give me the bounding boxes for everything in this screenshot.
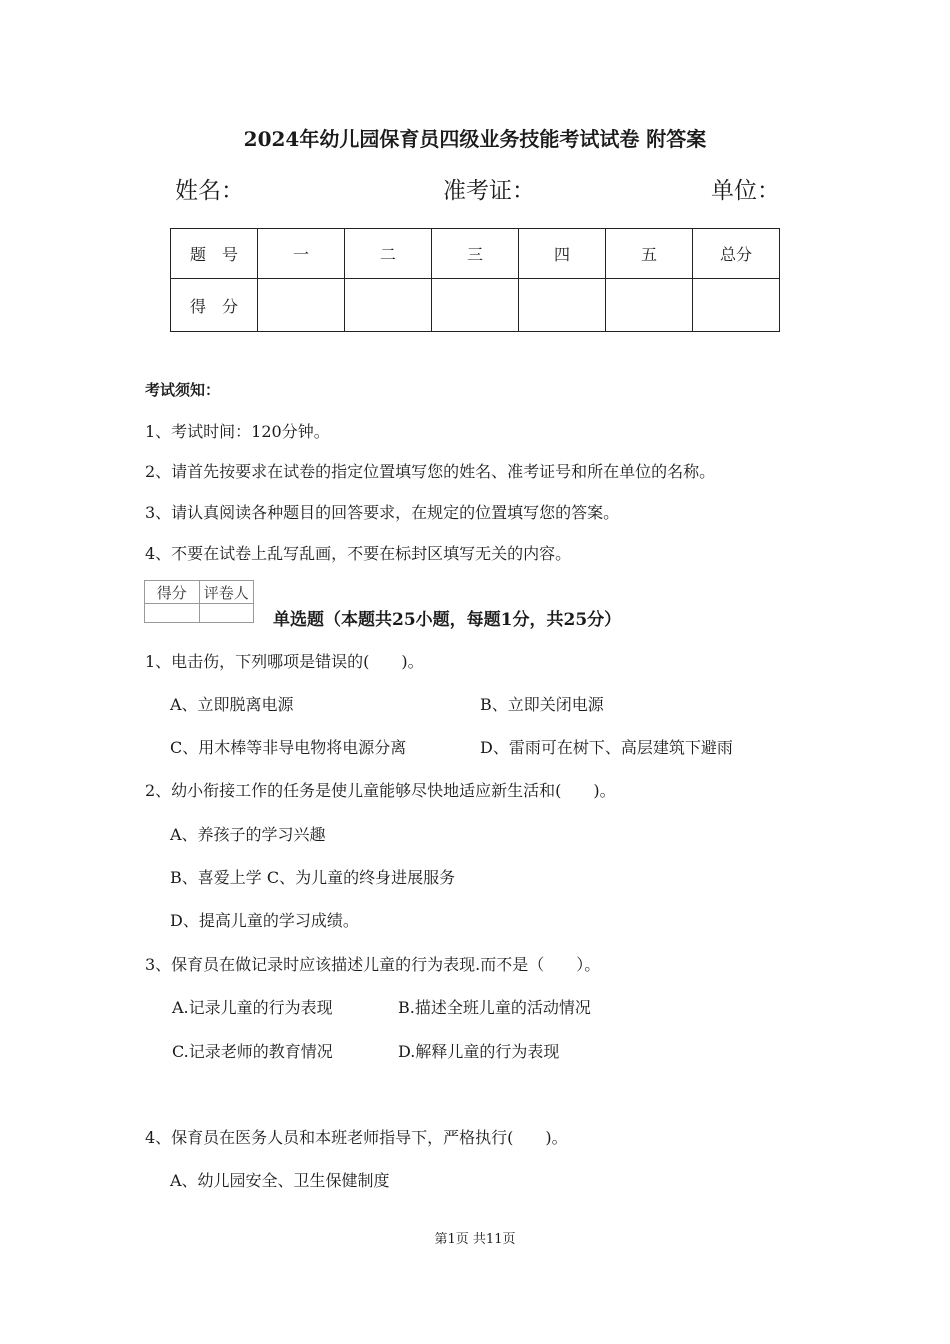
score-table xyxy=(170,228,780,332)
name-field-label: 姓名： xyxy=(175,178,244,204)
score-cell xyxy=(345,279,432,332)
score-table-score-row xyxy=(171,279,780,332)
score-cell xyxy=(693,279,780,332)
question-option: A、幼儿园安全、卫生保健制度 xyxy=(170,1171,390,1190)
score-table-header-cell: 四 xyxy=(519,229,606,279)
score-table-header-cell: 二 xyxy=(345,229,432,279)
score-cell xyxy=(258,279,345,332)
question-option: A.记录儿童的行为表现 xyxy=(172,998,333,1017)
page-footer: 第1页 共11页 xyxy=(434,1232,516,1247)
score-cell xyxy=(432,279,519,332)
question-option: B、立即关闭电源 xyxy=(480,695,604,714)
question-option: D、提高儿童的学习成绩。 xyxy=(170,911,359,930)
notice-heading: 考试须知： xyxy=(145,381,221,399)
question-option: B.描述全班儿童的活动情况 xyxy=(398,998,591,1017)
unit-field-label: 单位： xyxy=(711,178,780,204)
page-title: 2024年幼儿园保育员四级业务技能考试试卷 附答案 xyxy=(243,127,707,151)
grader-name-cell xyxy=(199,604,254,623)
notice-item: 3、请认真阅读各种题目的回答要求，在规定的位置填写您的答案。 xyxy=(145,503,620,522)
exam-id-field-label: 准考证： xyxy=(443,178,535,204)
question-option: C、用木棒等非导电物将电源分离 xyxy=(170,738,407,757)
question-stem: 3、保育员在做记录时应该描述儿童的行为表现.而不是（ ）。 xyxy=(145,955,601,974)
notice-item: 2、请首先按要求在试卷的指定位置填写您的姓名、准考证号和所在单位的名称。 xyxy=(145,462,716,481)
question-option: B、喜爱上学 C、为儿童的终身进展服务 xyxy=(170,868,456,887)
score-table-header-cell: 一 xyxy=(258,229,345,279)
section-title: 单选题（本题共25小题，每题1分，共25分） xyxy=(273,610,622,630)
question-stem: 2、幼小衔接工作的任务是使儿童能够尽快地适应新生活和( )。 xyxy=(145,781,616,800)
grader-score-label: 得分 xyxy=(145,581,200,604)
question-option: D、雷雨可在树下、高层建筑下避雨 xyxy=(480,738,733,757)
notice-item: 4、不要在试卷上乱写乱画，不要在标封区填写无关的内容。 xyxy=(145,544,572,563)
score-table-header-cell: 题 号 xyxy=(171,229,258,279)
question-option: D.解释儿童的行为表现 xyxy=(398,1042,560,1061)
question-stem: 4、保育员在医务人员和本班老师指导下，严格执行( )。 xyxy=(145,1128,568,1147)
question-stem: 1、电击伤，下列哪项是错误的( )。 xyxy=(145,652,424,671)
grader-name-label: 评卷人 xyxy=(199,581,254,604)
notice-item: 1、考试时间：120分钟。 xyxy=(145,422,330,441)
score-cell xyxy=(519,279,606,332)
grader-score-cell xyxy=(145,604,200,623)
score-table-header-cell: 总分 xyxy=(693,229,780,279)
score-table-header-cell: 五 xyxy=(606,229,693,279)
question-option: A、养孩子的学习兴趣 xyxy=(170,825,326,844)
question-option: C.记录老师的教育情况 xyxy=(172,1042,333,1061)
score-cell xyxy=(606,279,693,332)
score-table-header-row xyxy=(171,229,780,279)
score-table-header-cell: 三 xyxy=(432,229,519,279)
question-option: A、立即脱离电源 xyxy=(170,695,294,714)
grader-box xyxy=(144,580,254,623)
score-table-score-label: 得 分 xyxy=(171,279,258,332)
